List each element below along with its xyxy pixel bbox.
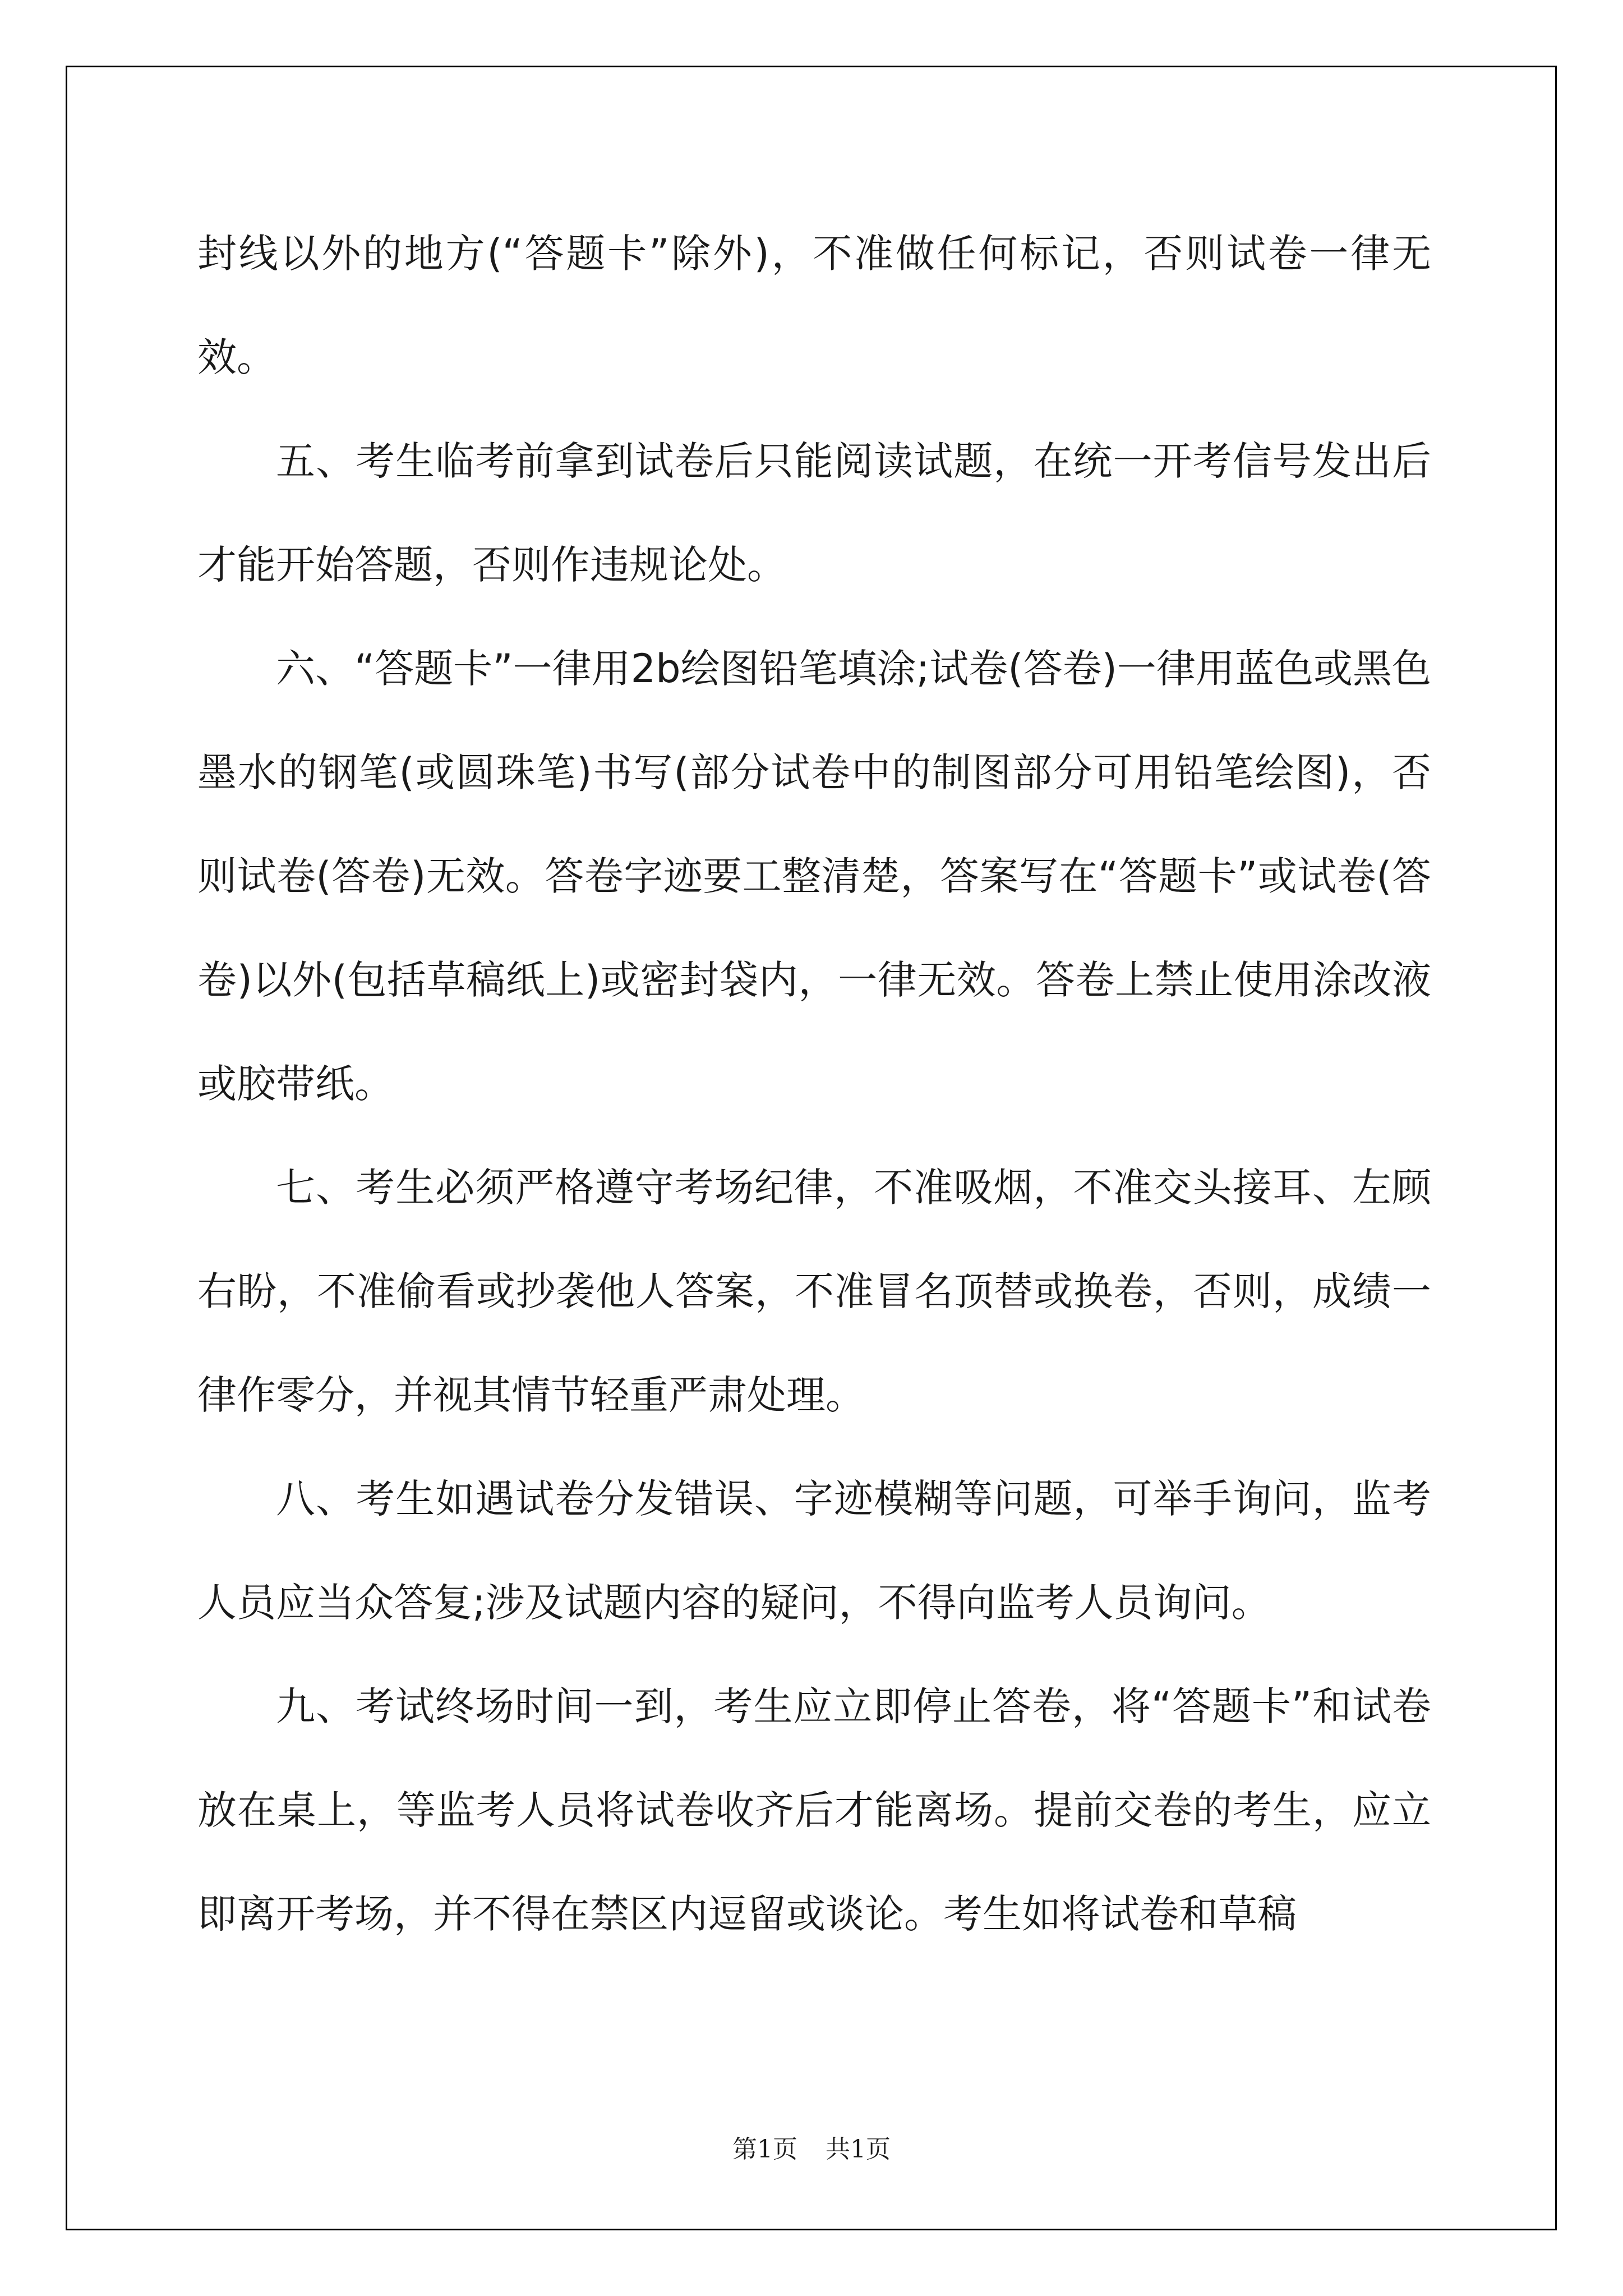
paragraph-rule-9: 九、考试终场时间一到，考生应立即停止答卷，将“答题卡”和试卷放在桌上，等监考人员将试卷收齐后才能离场。提前交卷的考生，应立即离开考场，并不得在禁区内逗留或谈论。考生如将试卷和草稿	[197, 1683, 1431, 1937]
page-number: 第1页	[732, 2135, 797, 2164]
paragraph-rule-5: 五、考生临考前拿到试卷后只能阅读试题，在统一开考信号发出后才能开始答题，否则作违规论处。	[197, 438, 1431, 588]
paragraph-rule-8: 八、考生如遇试卷分发错误、字迹模糊等问题，可举手询问，监考人员应当众答复;涉及试题内容的疑问，不得向监考人员询问。	[197, 1476, 1431, 1626]
paragraph-continuation: 封线以外的地方(“答题卡”除外)，不准做任何标记，否则试卷一律无效。	[197, 231, 1431, 380]
page-total: 共1页	[826, 2135, 891, 2164]
paragraph-rule-6: 六、“答题卡”一律用2b绘图铅笔填涂;试卷(答卷)一律用蓝色或黑色墨水的钢笔(或圆珠笔)书写(部分试卷中的制图部分可用铅笔绘图)，否则试卷(答卷)无效。答卷字迹要工整清楚，答案写在“答题卡”或试卷(答卷)以外(包括草稿纸上)或密封袋内，一律无效。答卷上禁止使用涂改液或胶带纸。	[197, 646, 1431, 1107]
paragraph-rule-7: 七、考生必须严格遵守考场纪律，不准吸烟，不准交头接耳、左顾右盼，不准偷看或抄袭他人答案，不准冒名顶替或换卷，否则，成绩一律作零分，并视其情节轻重严肃处理。	[197, 1165, 1431, 1418]
document-body	[197, 202, 1431, 1966]
page-footer	[0, 2129, 1623, 2165]
